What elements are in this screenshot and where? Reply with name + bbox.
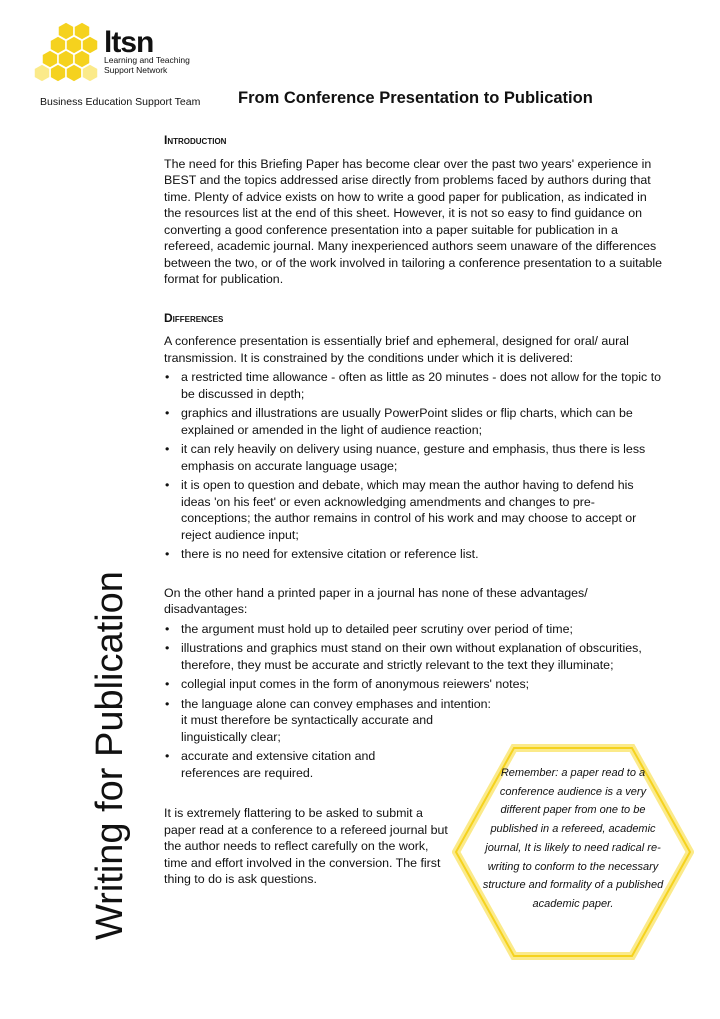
list-item: • it is open to question and debate, which may mean the author having to defend his ideas 'on his feet' or even acknowledging amendments and changes to pre-conceptions; the author remains in control of his work and may choose to accept or reject audience input; [164,477,664,543]
logo-subtitle-line: Support Network [104,65,168,75]
spacer [164,563,664,585]
logo-subtitle [104,55,190,75]
list-item: • the language alone can convey emphases and intention: it must therefore be syntactically accurate and linguistically clear; [164,696,494,746]
list-item: • the argument must hold up to detailed peer scrutiny over period of time; [164,621,664,638]
closing-paragraph: It is extremely flattering to be asked to submit a paper read at a conference to a refereed journal but the author needs to reflect carefully on the work, time and effort involved in the conversion. The first thing to do is ask questions. [164,806,448,886]
team-name: Business Education Support Team [40,96,201,108]
conference-points-list [164,369,664,563]
honeycomb-icon [34,20,104,90]
logo-subtitle-line: Learning and Teaching [104,55,190,65]
list-item: • there is no need for extensive citation or reference list. [164,546,664,563]
introduction-paragraph: The need for this Briefing Paper has become clear over the past two years' experience in BEST and the topics addressed arise directly from problems faced by authors during that time. Plenty of advice exists on how to write a good paper for publication, as indicated in the resources list at the end of this sheet. However, it is not so easy to find guidance on converting a good conference presentation into a paper suitable for publication in a refereed, academic journal. Many inexperienced authors seem unaware of the differences between the two, or of the work involved in tailoring a conference presentation to a suitable format for publication. [164,156,662,286]
list-item: • it can rely heavily on delivery using nuance, gesture and emphasis, thus there is less emphasis on accurate language usage; [164,441,664,474]
list-item: • a restricted time allowance - often as little as 20 minutes - does not allow for the topic to be discussed in depth; [164,369,664,402]
page-title: From Conference Presentation to Publication [238,89,593,107]
spacer [164,288,664,306]
list-item: • graphics and illustrations are usually PowerPoint slides or flip charts, which can be explained or amended in the light of audience reaction; [164,405,664,438]
differences-intro: A conference presentation is essentially brief and ephemeral, designed for oral/ aural transmission. It is constrained by the conditions under which it is delivered: [164,334,629,365]
section-heading-introduction: Introduction [164,133,227,147]
logo-wordmark: ltsn [104,26,154,59]
side-title: Writing for Publication [89,571,131,940]
section-heading-differences: Differences [164,310,224,325]
journal-intro: On the other hand a printed paper in a journal has none of these advantages/ disadvantages: [164,585,588,616]
callout-text: Remember: a paper read to a conference audience is a very different paper from one to be published in a refereed, academic journal, It is likely to need radical re-writing to conform to the necessary structure and formality of a published academic paper. [482,767,664,910]
list-item: • accurate and extensive citation and references are required. [164,748,421,781]
list-item: • collegial input comes in the form of anonymous reiewers' notes; [164,676,664,693]
list-item: • illustrations and graphics must stand on their own without explanation of obscurities, therefore, they must be accurate and strictly relevant to the text they illuminate; [164,640,664,673]
